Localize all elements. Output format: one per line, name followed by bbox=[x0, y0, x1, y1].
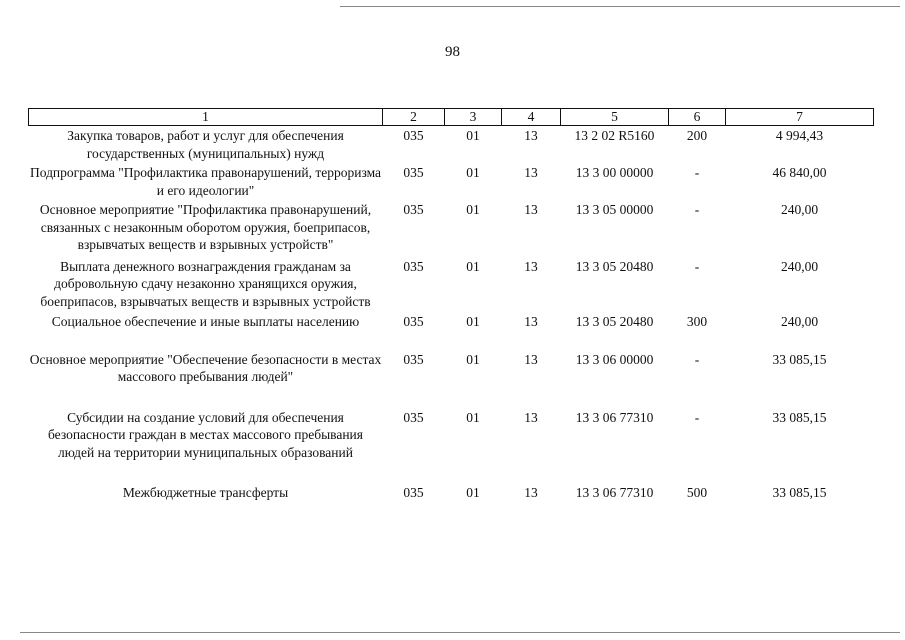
row-section: 01 bbox=[466, 165, 480, 180]
row-name: Субсидии на создание условий для обеспечения безопасности граждан в местах массового пребывания людей на территории муниципальных образований bbox=[47, 409, 363, 460]
column-header: 4 bbox=[502, 109, 561, 126]
row-amount: 33 085,15 bbox=[772, 485, 827, 500]
column-header: 6 bbox=[669, 109, 726, 126]
column-header: 1 bbox=[29, 109, 383, 126]
row-subsection: 13 bbox=[524, 314, 538, 329]
column-header: 3 bbox=[445, 109, 502, 126]
row-admin-code: 035 bbox=[403, 485, 424, 500]
row-section: 01 bbox=[466, 409, 480, 425]
row-amount: 33 085,15 bbox=[772, 351, 827, 367]
column-header: 2 bbox=[383, 109, 445, 126]
row-subsection: 13 bbox=[524, 165, 538, 180]
row-admin-code: 035 bbox=[403, 314, 424, 329]
row-subsection: 13 bbox=[524, 351, 538, 367]
row-name: Подпрограмма "Профилактика правонарушений, терроризма и его идеологии" bbox=[29, 165, 382, 198]
column-header: 5 bbox=[561, 109, 669, 126]
row-target-article: 13 3 06 77310 bbox=[575, 485, 654, 500]
row-target-article: 13 3 05 20480 bbox=[575, 258, 654, 274]
page-number: 98 bbox=[445, 44, 460, 60]
table-row bbox=[29, 461, 874, 502]
row-amount: 240,00 bbox=[780, 258, 819, 274]
row-subsection: 13 bbox=[524, 485, 538, 500]
row-amount: 46 840,00 bbox=[772, 165, 827, 180]
row-amount: 4 994,43 bbox=[775, 128, 824, 143]
row-expense-type: - bbox=[694, 202, 700, 217]
row-expense-type: - bbox=[694, 165, 700, 180]
row-target-article: 13 3 05 20480 bbox=[575, 314, 654, 329]
row-section: 01 bbox=[466, 128, 480, 143]
row-subsection: 13 bbox=[524, 258, 538, 274]
row-expense-type: 500 bbox=[686, 485, 708, 500]
row-admin-code: 035 bbox=[403, 351, 424, 367]
row-name: Основное мероприятие "Профилактика правонарушений, связанных с незаконным оборотом оружия, боеприпасов, взрывчатых веществ и взрывных устройств" bbox=[39, 202, 372, 252]
row-expense-type: 200 bbox=[686, 128, 708, 143]
scan-edge-bottom bbox=[20, 632, 900, 633]
row-admin-code: 035 bbox=[403, 202, 424, 217]
row-section: 01 bbox=[466, 485, 480, 500]
row-section: 01 bbox=[466, 258, 480, 274]
row-expense-type: - bbox=[694, 258, 700, 274]
row-admin-code: 035 bbox=[403, 409, 424, 425]
row-name: Основное мероприятие "Обеспечение безопасности в местах массового пребывания людей" bbox=[29, 351, 382, 384]
column-header: 7 bbox=[726, 109, 874, 126]
budget-table bbox=[28, 108, 874, 502]
row-section: 01 bbox=[466, 314, 480, 329]
row-amount: 33 085,15 bbox=[772, 409, 827, 425]
table-header-row bbox=[29, 109, 874, 126]
table-row bbox=[29, 310, 874, 331]
row-target-article: 13 3 05 00000 bbox=[575, 202, 654, 217]
table-row bbox=[29, 386, 874, 462]
row-target-article: 13 3 06 00000 bbox=[575, 351, 654, 367]
table-row bbox=[29, 162, 874, 199]
row-amount: 240,00 bbox=[780, 314, 819, 329]
row-subsection: 13 bbox=[524, 128, 538, 143]
table-row bbox=[29, 199, 874, 254]
row-name: Межбюджетные трансферты bbox=[122, 485, 289, 500]
table-row bbox=[29, 254, 874, 311]
row-expense-type: - bbox=[694, 409, 700, 425]
table-row bbox=[29, 331, 874, 386]
scan-edge-top bbox=[340, 6, 900, 7]
row-admin-code: 035 bbox=[403, 128, 424, 143]
row-name: Выплата денежного вознаграждения гражданам за добровольную сдачу незаконно хранящихся оружия, боеприпасов, взрывчатых веществ и взрывных устройств bbox=[40, 258, 371, 309]
row-name: Закупка товаров, работ и услуг для обеспечения государственных (муниципальных) нужд bbox=[67, 128, 344, 161]
row-subsection: 13 bbox=[524, 409, 538, 425]
row-target-article: 13 3 06 77310 bbox=[575, 409, 654, 425]
row-subsection: 13 bbox=[524, 202, 538, 217]
row-section: 01 bbox=[466, 351, 480, 367]
row-name: Социальное обеспечение и иные выплаты населению bbox=[51, 314, 360, 329]
row-expense-type: - bbox=[694, 351, 700, 367]
row-expense-type: 300 bbox=[686, 314, 708, 329]
row-admin-code: 035 bbox=[403, 165, 424, 180]
row-admin-code: 035 bbox=[403, 258, 424, 274]
row-target-article: 13 3 00 00000 bbox=[575, 165, 654, 180]
row-amount: 240,00 bbox=[780, 202, 819, 217]
table-row bbox=[29, 126, 874, 163]
row-target-article: 13 2 02 R5160 bbox=[574, 128, 655, 143]
row-section: 01 bbox=[466, 202, 480, 217]
